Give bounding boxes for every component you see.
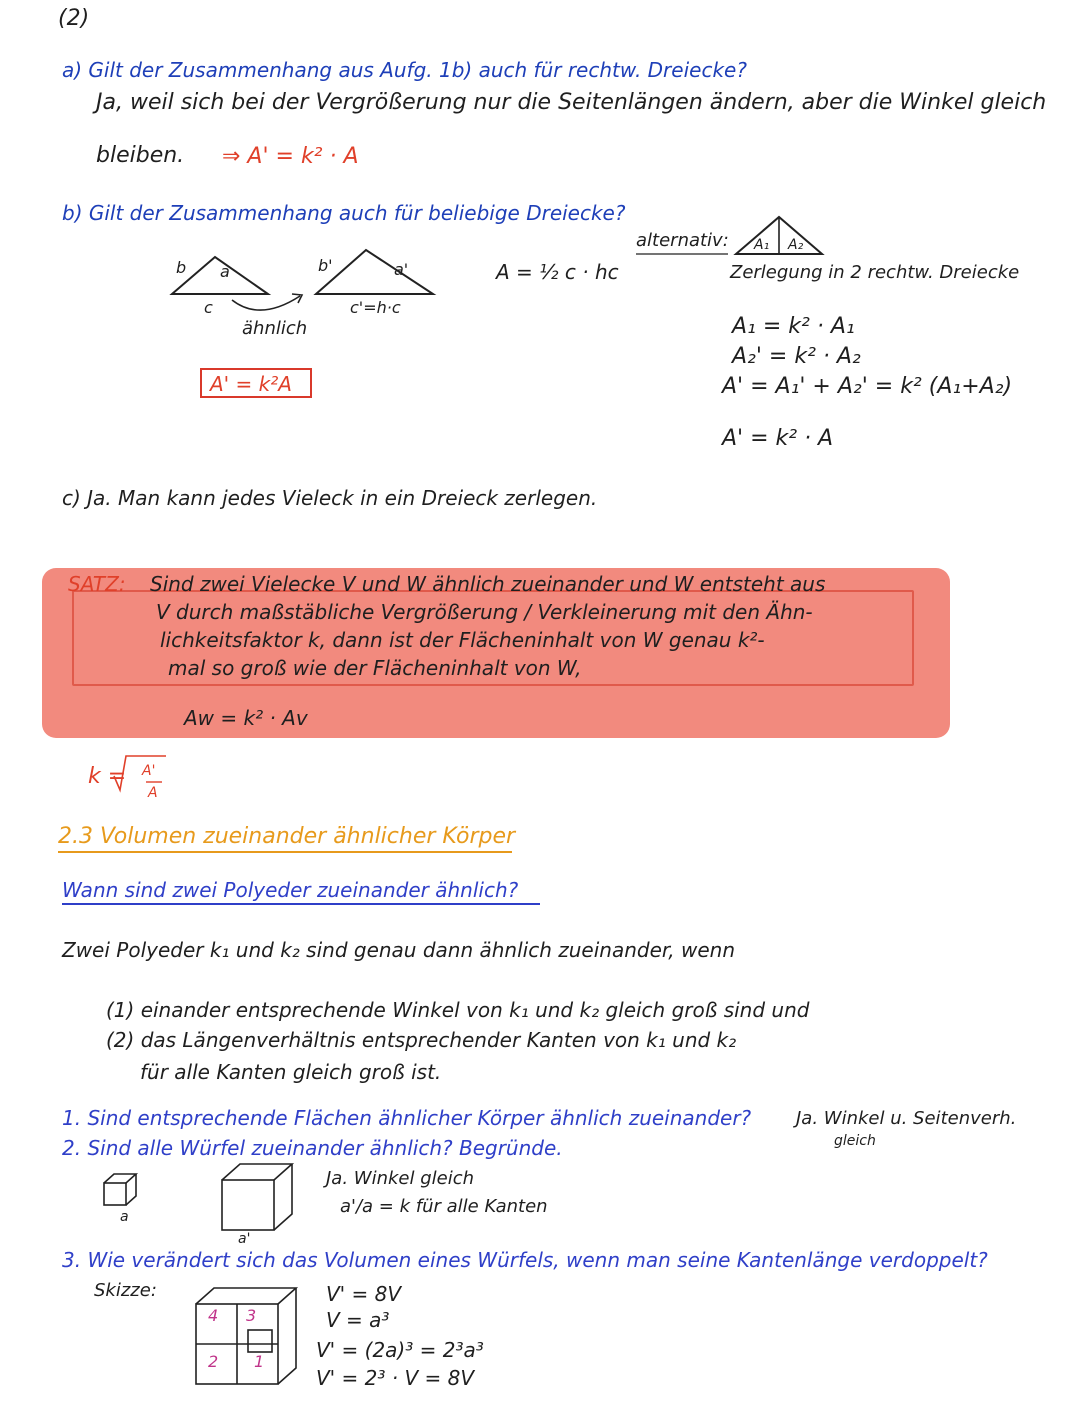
theorem-formula: Aw = k² · Av bbox=[184, 706, 308, 730]
volume-line-2: V = a³ bbox=[326, 1308, 390, 1332]
triangle-area-formula: A = ½ c · hc bbox=[496, 260, 619, 284]
tri2-label-b: b' bbox=[318, 256, 333, 275]
k-formula-lhs: k = bbox=[88, 764, 127, 789]
alt-tri-label-1: A₁ bbox=[754, 237, 770, 253]
tri1-label-b: b bbox=[176, 258, 187, 277]
alternativ-label: alternativ: bbox=[636, 230, 729, 251]
question-1-answer-2: gleich bbox=[834, 1133, 876, 1149]
condition-3: für alle Kanten gleich groß ist. bbox=[140, 1060, 442, 1084]
sketch-label: Skizze: bbox=[94, 1280, 157, 1301]
alt-line-1: A₁ = k² · A₁ bbox=[732, 314, 855, 339]
cube-number-4: 4 bbox=[208, 1306, 219, 1325]
tri1-label-a: a bbox=[220, 262, 230, 281]
theorem-label: SATZ: bbox=[68, 572, 126, 596]
condition-1: (1) einander entsprechende Winkel von k₁ und k₂ gleich groß sind und bbox=[106, 998, 810, 1022]
question-3: 3. Wie verändert sich das Volumen eines Würfels, wenn man seine Kantenlänge verdoppelt? bbox=[62, 1248, 988, 1272]
section-intro: Zwei Polyeder k₁ und k₂ sind genau dann ähnlich zueinander, wenn bbox=[62, 938, 736, 962]
alt-line-3: A' = A₁' + A₂' = k² (A₁+A₂) bbox=[722, 374, 1013, 399]
answer-a-line2: bleiben. bbox=[96, 143, 185, 168]
volume-line-1: V' = 8V bbox=[326, 1282, 402, 1306]
question-2-answer-2: a'/a = k für alle Kanten bbox=[340, 1196, 548, 1217]
page-label: (2) bbox=[58, 6, 90, 31]
boxed-result-text: A' = k²A bbox=[210, 372, 292, 396]
k-formula-numerator: A' bbox=[142, 763, 156, 779]
answer-c: c) Ja. Man kann jedes Vieleck in ein Dreieck zerlegen. bbox=[62, 486, 598, 510]
theorem-line-3: lichkeitsfaktor k, dann ist der Flächeninhalt von W genau k²- bbox=[160, 628, 765, 652]
section-question: Wann sind zwei Polyeder zueinander ähnlich? bbox=[62, 878, 519, 902]
question-a: a) Gilt der Zusammenhang aus Aufg. 1b) auch für rechtw. Dreiecke? bbox=[62, 58, 747, 82]
question-1: 1. Sind entsprechende Flächen ähnlicher Körper ähnlich zueinander? bbox=[62, 1106, 752, 1130]
cube-number-1: 1 bbox=[254, 1352, 265, 1371]
question-2: 2. Sind alle Würfel zueinander ähnlich? Begründe. bbox=[62, 1136, 563, 1160]
medium-cube-label: a' bbox=[238, 1231, 251, 1247]
volume-line-3: V' = (2a)³ = 2³a³ bbox=[316, 1338, 484, 1362]
condition-2: (2) das Längenverhältnis entsprechender Kanten von k₁ und k₂ bbox=[106, 1028, 737, 1052]
alt-tri-label-2: A₂ bbox=[788, 237, 804, 253]
theorem-line-2: V durch maßstäbliche Vergrößerung / Verkleinerung mit den Ähn- bbox=[156, 600, 813, 624]
formula-a: ⇒ A' = k² · A bbox=[222, 144, 359, 169]
volume-line-4: V' = 2³ · V = 8V bbox=[316, 1366, 475, 1390]
question-1-answer: Ja. Winkel u. Seitenverh. bbox=[796, 1108, 1017, 1129]
question-2-answer-1: Ja. Winkel gleich bbox=[326, 1168, 475, 1189]
similar-arrow bbox=[232, 296, 300, 310]
theorem-line-4: mal so groß wie der Flächeninhalt von W, bbox=[168, 656, 582, 680]
k-formula-denominator: A bbox=[148, 785, 158, 801]
small-cube bbox=[104, 1174, 136, 1205]
tri2-label-a: a' bbox=[394, 260, 409, 279]
answer-a-line1: Ja, weil sich bei der Vergrößerung nur die Seitenlängen ändern, aber die Winkel gleich bbox=[96, 90, 1047, 115]
theorem-line-1: Sind zwei Vielecke V und W ähnlich zueinander und W entsteht aus bbox=[150, 572, 826, 596]
cube-number-3: 3 bbox=[246, 1306, 257, 1325]
triangle-enlarged bbox=[316, 250, 433, 294]
alt-line-2: A₂' = k² · A₂ bbox=[732, 344, 861, 369]
section-title: 2.3 Volumen zueinander ähnlicher Körper bbox=[58, 824, 516, 849]
cube-number-2: 2 bbox=[208, 1352, 219, 1371]
zerlegung-text: Zerlegung in 2 rechtw. Dreiecke bbox=[730, 262, 1020, 283]
tri1-label-c: c bbox=[204, 298, 213, 317]
question-b: b) Gilt der Zusammenhang auch für beliebige Dreiecke? bbox=[62, 201, 626, 225]
small-cube-label: a bbox=[120, 1209, 129, 1225]
alt-line-4: A' = k² · A bbox=[722, 426, 834, 451]
tri2-label-c: c'=h·c bbox=[350, 298, 401, 317]
medium-cube bbox=[222, 1164, 292, 1230]
similar-label: ähnlich bbox=[242, 318, 308, 339]
